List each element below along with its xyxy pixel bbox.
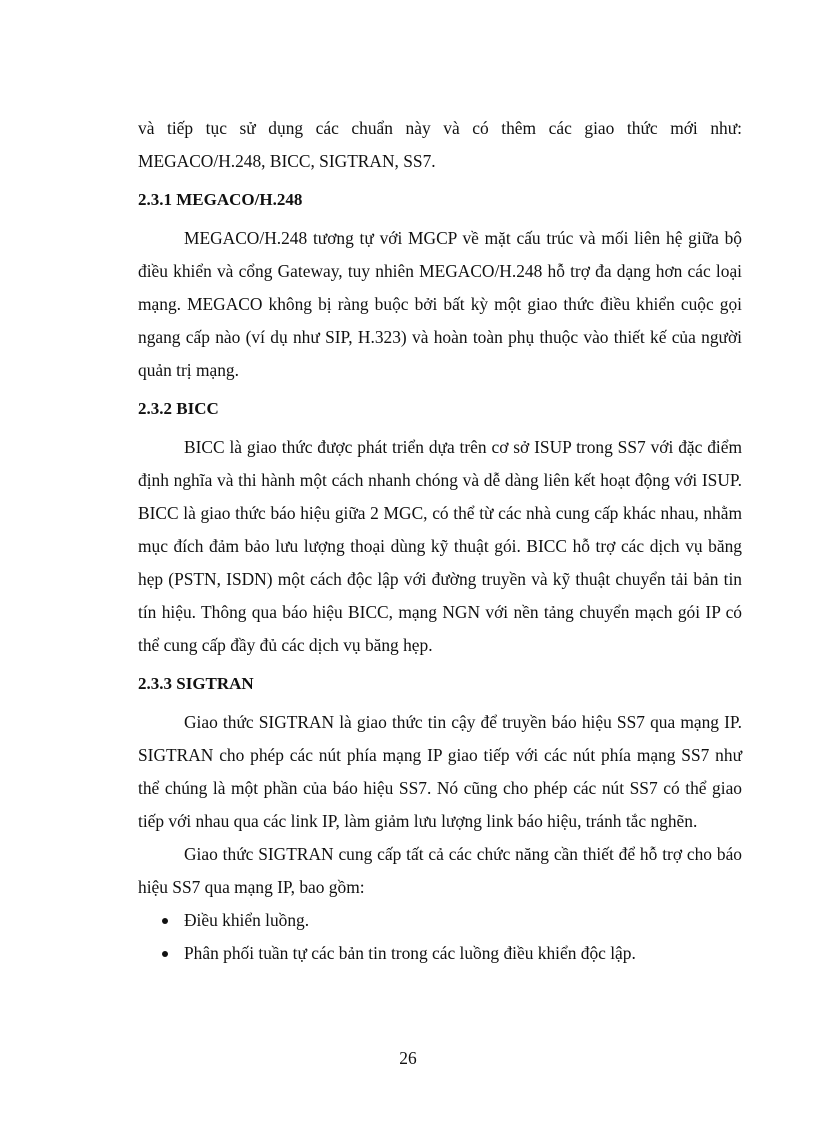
list-item-text: Điều khiển luồng. [184, 910, 310, 930]
section-heading-megaco: 2.3.1 MEGACO/H.248 [138, 190, 303, 209]
intro-paragraph: và tiếp tục sử dụng các chuẩn này và có thêm các giao thức mới như: MEGACO/H.248, BICC, SIGTRAN, SS7. [138, 118, 742, 171]
bullet-icon [162, 918, 168, 924]
list-item [138, 904, 742, 937]
section-heading-bicc: 2.3.2 BICC [138, 399, 219, 418]
bicc-paragraph: BICC là giao thức được phát triển dựa trên cơ sở ISUP trong SS7 với đặc điểm định nghĩa và thi hành một cách nhanh chóng và dễ dàng liên kết hoạt động với ISUP. BICC là giao thức báo hiệu giữa 2 MGC, có thể từ các nhà cung cấp khác nhau, nhằm mục đích đảm bảo lưu lượng thoại dùng kỹ thuật gói. BICC hỗ trợ các dịch vụ băng hẹp (PSTN, ISDN) một cách độc lập với đường truyền và kỹ thuật chuyển tải bản tin tín hiệu. Thông qua báo hiệu BICC, mạng NGN với nền tảng chuyển mạch gói IP có thể cung cấp đầy đủ các dịch vụ băng hẹp. [138, 437, 742, 655]
megaco-paragraph: MEGACO/H.248 tương tự với MGCP về mặt cấu trúc và mối liên hệ giữa bộ điều khiển và cổng Gateway, tuy nhiên MEGACO/H.248 hỗ trợ đa dạng hơn các loại mạng. MEGACO không bị ràng buộc bởi bất kỳ một giao thức điều khiển cuộc gọi ngang cấp nào (ví dụ như SIP, H.323) và hoàn toàn phụ thuộc vào thiết kế của người quản trị mạng. [138, 228, 742, 380]
document-page [138, 112, 742, 970]
sigtran-paragraph-2: Giao thức SIGTRAN cung cấp tất cả các chức năng cần thiết để hỗ trợ cho báo hiệu SS7 qua mạng IP, bao gồm: [138, 844, 742, 897]
list-item-text: Phân phối tuần tự các bản tin trong các luồng điều khiển độc lập. [184, 943, 636, 963]
section-heading-sigtran: 2.3.3 SIGTRAN [138, 674, 254, 693]
sigtran-function-list [138, 904, 742, 970]
page-number: 26 [399, 1048, 417, 1068]
list-item [138, 937, 742, 970]
bullet-icon [162, 951, 168, 957]
sigtran-paragraph-1: Giao thức SIGTRAN là giao thức tin cậy để truyền báo hiệu SS7 qua mạng IP. SIGTRAN cho phép các nút phía mạng IP giao tiếp với các nút phía mạng SS7 như thể chúng là một phần của báo hiệu SS7. Nó cũng cho phép các nút SS7 có thể giao tiếp với nhau qua các link IP, làm giảm lưu lượng link báo hiệu, tránh tắc nghẽn. [138, 712, 742, 831]
